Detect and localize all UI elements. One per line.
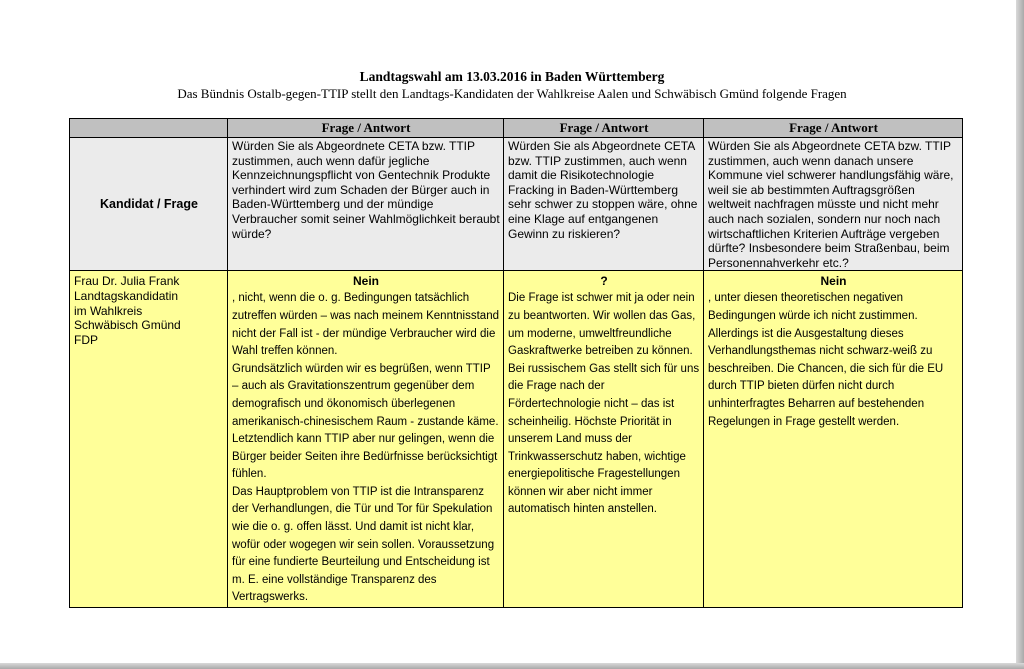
candidate-cell — [70, 271, 228, 608]
question-row — [70, 138, 963, 271]
header-cell-frage-antwort-2: Frage / Antwort — [504, 119, 704, 138]
answer-1-paragraph: , nicht, wenn die o. g. Bedingungen tatsächlich zutreffen würden – was nach meinem Kenntnisstand nicht der Fall ist - der mündige Verbraucher wird die Wahl treffen können. — [232, 292, 499, 358]
header-cell-empty — [70, 119, 228, 138]
page-shadow-right — [1016, 0, 1024, 669]
answer-1-verdict: Nein — [352, 274, 379, 289]
answer-2-cell — [504, 271, 704, 608]
answer-1-paragraph: Grundsätzlich würden wir es begrüßen, wenn TTIP – auch als Gravitationszentrum gegenüber dem demografisch und ökonomisch überlegenen amerikanisch-chinesischem Raum - zustande käme. Letztendlich kann TTIP aber nur gelingen, wenn die Bürger beider Seiten ihre Bedürfnisse berücksichtigt fühlen. — [232, 362, 499, 481]
answer-3-cell — [704, 271, 963, 608]
answer-1-text — [232, 290, 500, 607]
question-3: Würden Sie als Abgeordnete CETA bzw. TTIP zustimmen, auch wenn danach unsere Kommune viel schwerer handlungsfähig wäre, weil sie ab bestimmten Auftragsgrößen weltweit nachfragen müsste und nicht mehr auch nach sozialen, sondern nur noch nach wirtschaftlichen Kriterien Aufträge vergeben dürfte? Insbesondere beim Straßenbau, beim Personennahverkehr etc.? — [704, 138, 963, 271]
answer-1-cell — [228, 271, 504, 608]
header-cell-frage-antwort-1: Frage / Antwort — [228, 119, 504, 138]
answer-2-text — [508, 290, 700, 519]
question-2: Würden Sie als Abgeordnete CETA bzw. TTIP zustimmen, auch wenn damit die Risikotechnologie Fracking in Baden-Württemberg sehr schwer zu stoppen wäre, ohne eine Klage auf entgangenen Gewinn zu riskieren? — [504, 138, 704, 271]
answer-3-verdict: Nein — [820, 274, 847, 289]
candidate-district: Schwäbisch Gmünd — [74, 318, 181, 333]
answer-1-paragraph: Das Hauptproblem von TTIP ist die Intransparenz der Verhandlungen, die Tür und Tor für Spekulation wie die o. g. offen lässt. Und damit ist nicht klar, wofür oder wogegen wir sein sollen. Voraussetzung für eine fundierte Beurteilung und Entscheidung ist m. E. eine vollständige Transparenz des Vertragswerks. — [232, 485, 495, 604]
page-shadow-bottom — [0, 663, 1024, 669]
document-title: Landtagswahl am 13.03.2016 in Baden Württemberg — [359, 69, 665, 84]
candidate-party: FDP — [74, 332, 98, 347]
document-subtitle: Das Bündnis Ostalb-gegen-TTIP stellt den Landtags-Kandidaten der Wahlkreise Aalen und Schwäbisch Gmünd folgende Fragen — [177, 86, 847, 101]
table-header-row — [70, 119, 963, 138]
answer-2-verdict: ? — [600, 274, 608, 289]
answer-row — [70, 271, 963, 608]
answer-3-paragraph: , unter diesen theoretischen negativen Bedingungen würde ich nicht zustimmen. Allerdings ist die Ausgestaltung dieses Verhandlungsthemas nicht schwarz-weiß zu beschreiben. Die Chancen, die sich für die EU durch TTIP bieten dürfen nicht durch unhinterfragtes Beharren auf bestehenden Regelungen in Frage gestellt werden. — [708, 292, 944, 428]
row-label-kandidat-frage: Kandidat / Frage — [70, 138, 228, 271]
header-cell-frage-antwort-3: Frage / Antwort — [704, 119, 963, 138]
answer-2-paragraph: Die Frage ist schwer mit ja oder nein zu beantworten. Wir wollen das Gas, um moderne, umweltfreundliche Gaskraftwerke betreiben zu können. Bei russischem Gas stellt sich für uns die Frage nach der Fördertechnologie nicht – das ist scheinheilig. Höchste Priorität in unserem Land muss der Trinkwasserschutz haben, wichtige energiepolitische Fragestellungen können wir aber nicht immer automatisch hinten anstellen. — [508, 292, 700, 516]
questions-table — [69, 118, 963, 608]
candidate-name: Frau Dr. Julia Frank — [74, 274, 180, 289]
question-1: Würden Sie als Abgeordnete CETA bzw. TTIP zustimmen, auch wenn dafür jegliche Kennzeichnungspflicht von Gentechnik Produkte verhindert wird zum Schaden der Bürger auch in Baden-Württemberg und der mündige Verbraucher somit seiner Wahlmöglichkeit beraubt würde? — [228, 138, 504, 271]
answer-3-text — [708, 290, 959, 431]
candidate-role: Landtagskandidatin — [74, 288, 179, 303]
candidate-district-prefix: im Wahlkreis — [74, 303, 143, 318]
